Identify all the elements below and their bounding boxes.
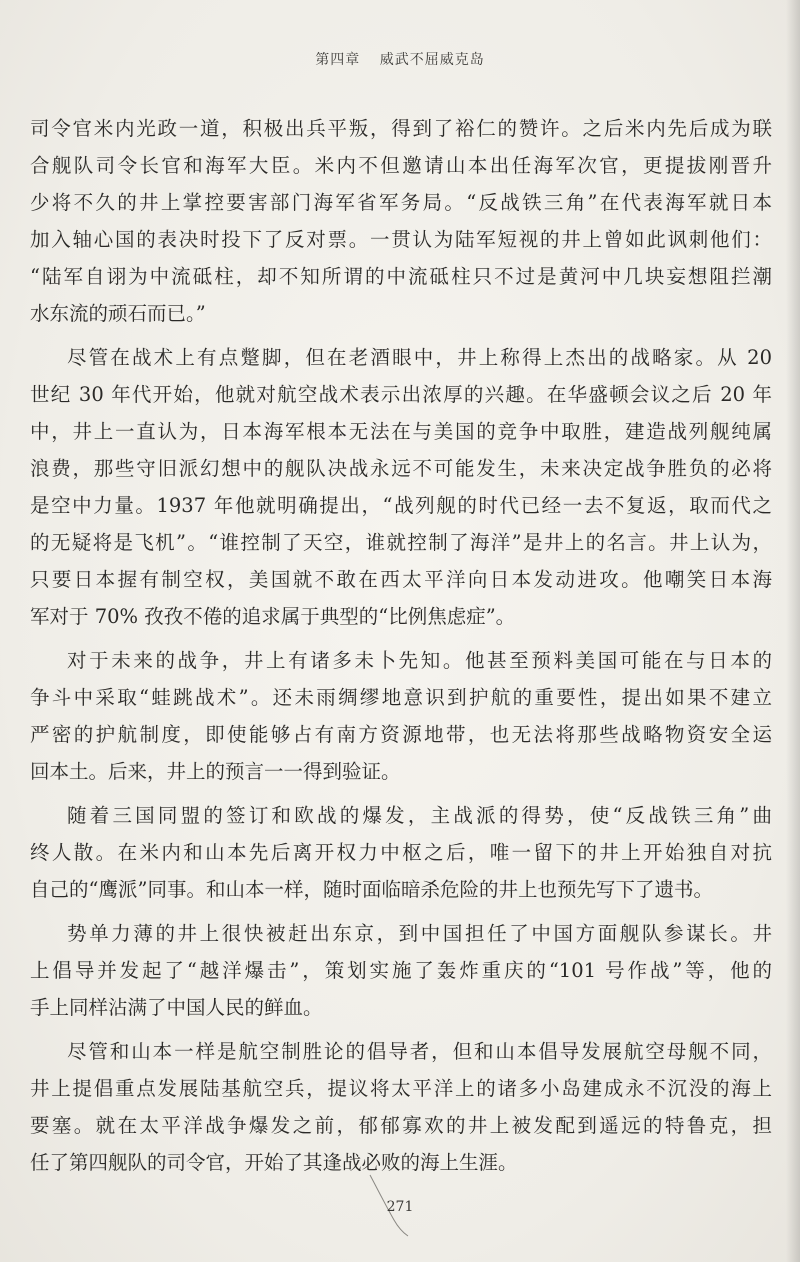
text-line: 严密的护航制度，即使能够占有南方资源地带，也无法将那些战略物资安全运 (30, 723, 772, 746)
paragraph-gap (30, 908, 772, 915)
text-line: 尽管和山本一样是航空制胜论的倡导者，但和山本倡导发展航空母舰不同， (67, 1040, 772, 1063)
paragraph (30, 339, 772, 635)
text-line: 自己的“鹰派”同事。和山本一样，随时面临暗杀危险的井上也预先写下了遗书。 (30, 878, 713, 901)
paragraph-gap (30, 1026, 772, 1033)
text-line: 只要日本握有制空权，美国就不敢在西太平洋向日本发动进攻。他嘲笑日本海 (30, 568, 772, 591)
paragraph (30, 642, 772, 790)
text-line: 井上提倡重点发展陆基航空兵，提议将太平洋上的诸多小岛建成永不沉没的海上 (30, 1077, 772, 1100)
text-line: 任了第四舰队的司令官，开始了其逢战必败的海上生涯。 (30, 1151, 518, 1174)
paragraph (30, 110, 772, 332)
text-line: 世纪 30 年代开始，他就对航空战术表示出浓厚的兴趣。在华盛顿会议之后 20 年 (30, 383, 772, 406)
text-line: 的无疑将是飞机”。“谁控制了天空，谁就控制了海洋”是井上的名言。井上认为， (30, 531, 772, 554)
text-line: 军对于 70% 孜孜不倦的追求属于典型的“比例焦虑症”。 (30, 605, 516, 628)
text-line: 加入轴心国的表决时投下了反对票。一贯认为陆军短视的井上曾如此讽刺他们： (30, 228, 772, 251)
text-line: 少将不久的井上掌控要害部门海军省军务局。“反战铁三角”在代表海军就日本 (30, 191, 772, 214)
text-line: 终人散。在米内和山本先后离开权力中枢之后，唯一留下的井上开始独自对抗 (30, 841, 772, 864)
paragraph (30, 797, 772, 908)
text-line: 合舰队司令长官和海军大臣。米内不但邀请山本出任海军次官，更提拔刚晋升 (30, 154, 772, 177)
text-line: 要塞。就在太平洋战争爆发之前，郁郁寡欢的井上被发配到遥远的特鲁克，担 (30, 1114, 772, 1137)
text-line: 对于未来的战争，井上有诸多未卜先知。他甚至预料美国可能在与日本的 (67, 649, 772, 672)
paragraph-gap (30, 332, 772, 339)
paragraph-gap (30, 790, 772, 797)
text-line: 浪费，那些守旧派幻想中的舰队决战永远不可能发生，未来决定战争胜负的必将 (30, 457, 772, 480)
paragraph (30, 1033, 772, 1181)
paragraph (30, 915, 772, 1026)
text-line: 势单力薄的井上很快被赶出东京，到中国担任了中国方面舰队参谋长。井 (67, 922, 772, 945)
text-line: 争斗中采取“蛙跳战术”。还未雨绸缪地意识到护航的重要性，提出如果不建立 (30, 686, 772, 709)
text-line: 是空中力量。1937 年他就明确提出，“战列舰的时代已经一去不复返，取而代之 (30, 494, 772, 517)
text-line: 回本土。后来，井上的预言一一得到验证。 (30, 760, 401, 783)
page-edge-shadow (786, 0, 800, 1262)
body-text (30, 110, 772, 1181)
text-line: 随着三国同盟的签订和欧战的爆发，主战派的得势，使“反战铁三角”曲 (67, 804, 772, 827)
paragraph-gap (30, 635, 772, 642)
text-line: 尽管在战术上有点蹩脚，但在老酒眼中，井上称得上杰出的战略家。从 20 (67, 346, 772, 369)
chapter-title: 威武不屈威克岛 (379, 52, 485, 68)
text-line: “陆军自诩为中流砥柱，却不知所谓的中流砥柱只不过是黄河中几块妄想阻拦潮 (30, 265, 772, 288)
text-line: 手上同样沾满了中国人民的鲜血。 (30, 996, 323, 1019)
text-line: 上倡导并发起了“越洋爆击”，策划实施了轰炸重庆的“101 号作战”等，他的 (30, 959, 772, 982)
running-header (0, 49, 800, 69)
text-line: 司令官米内光政一道，积极出兵平叛，得到了裕仁的赞许。之后米内先后成为联 (30, 117, 772, 140)
text-line: 水东流的顽石而已。” (30, 302, 206, 325)
page-number: 271 (386, 1199, 414, 1215)
text-line: 中，井上一直认为，日本海军根本无法在与美国的竞争中取胜，建造战列舰纯属 (30, 420, 772, 443)
chapter-label: 第四章 (315, 52, 361, 68)
